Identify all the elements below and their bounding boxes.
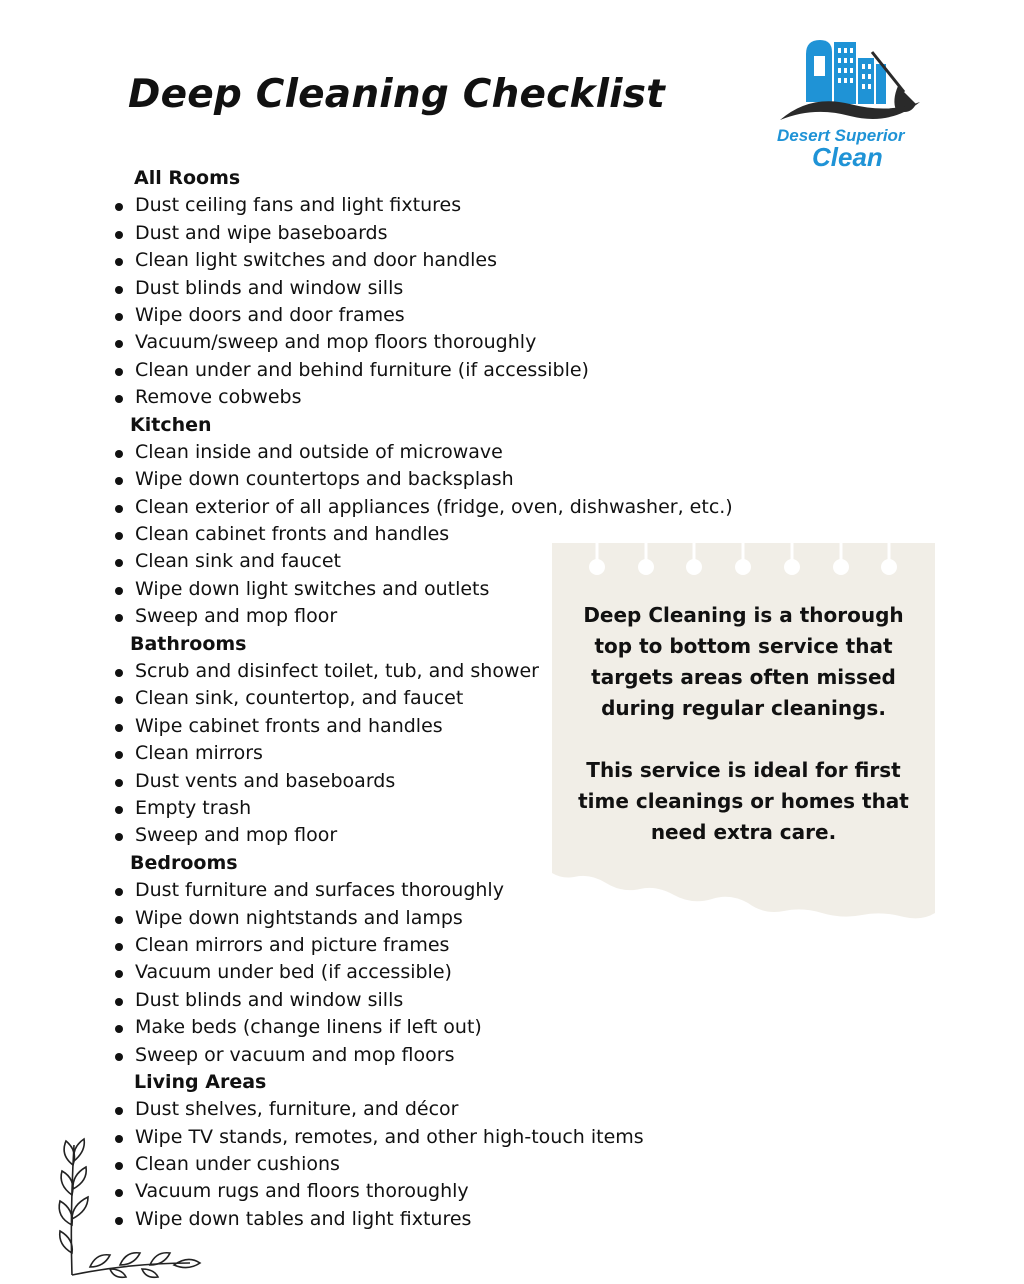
list-item: Wipe down light switches and outlets bbox=[110, 576, 770, 603]
bullet-icon bbox=[115, 751, 123, 759]
list-item: Vacuum rugs and floors thoroughly bbox=[110, 1178, 770, 1205]
bullet-icon bbox=[115, 505, 123, 513]
list-item: Dust vents and baseboards bbox=[110, 768, 770, 795]
note-text bbox=[562, 600, 925, 848]
leaf-branch-icon bbox=[50, 1135, 210, 1284]
note-paragraph-1: Deep Cleaning is a thorough top to bottom service that targets areas often missed during regular cleanings. bbox=[583, 603, 904, 720]
note-paragraph-2: This service is ideal for first time cleanings or homes that need extra care. bbox=[578, 758, 909, 844]
bullet-icon bbox=[115, 1025, 123, 1033]
bullet-icon bbox=[115, 833, 123, 841]
bullet-icon bbox=[115, 1053, 123, 1061]
list-item: Clean inside and outside of microwave bbox=[110, 439, 770, 466]
list-item: Remove cobwebs bbox=[110, 384, 770, 411]
list-item: Clean under cushions bbox=[110, 1151, 770, 1178]
bullet-icon bbox=[115, 888, 123, 896]
list-item: Wipe down countertops and backsplash bbox=[110, 466, 770, 493]
section-heading-living-areas: Living Areas bbox=[134, 1070, 267, 1093]
list-item: Sweep or vacuum and mop floors bbox=[110, 1042, 770, 1069]
bullet-icon bbox=[115, 313, 123, 321]
page-title: Deep Cleaning Checklist bbox=[128, 72, 666, 117]
list-item: Clean under and behind furniture (if accessible) bbox=[110, 357, 770, 384]
list-item: Clean sink and faucet bbox=[110, 548, 770, 575]
list-item: Vacuum/sweep and mop floors thoroughly bbox=[110, 329, 770, 356]
list-item: Clean cabinet fronts and handles bbox=[110, 521, 770, 548]
bullet-icon bbox=[115, 450, 123, 458]
bullet-icon bbox=[115, 340, 123, 348]
list-item: Wipe down nightstands and lamps bbox=[110, 905, 770, 932]
section-heading-bathrooms: Bathrooms bbox=[130, 632, 247, 655]
bullet-icon bbox=[115, 614, 123, 622]
list-item: Clean mirrors bbox=[110, 740, 770, 767]
section-heading-kitchen: Kitchen bbox=[130, 413, 212, 436]
brand-name-line1: Desert Superior bbox=[777, 126, 905, 145]
bullet-icon bbox=[115, 368, 123, 376]
list-item: Clean light switches and door handles bbox=[110, 247, 770, 274]
brand-name-line2: Clean bbox=[812, 142, 883, 172]
bullet-icon bbox=[115, 477, 123, 485]
list-item: Sweep and mop floor bbox=[110, 822, 770, 849]
list-item: Dust shelves, furniture, and décor bbox=[110, 1096, 770, 1123]
list-item: Clean sink, countertop, and faucet bbox=[110, 685, 770, 712]
list-item: Clean mirrors and picture frames bbox=[110, 932, 770, 959]
bullet-icon bbox=[115, 532, 123, 540]
list-item: Wipe down tables and light fixtures bbox=[110, 1206, 770, 1233]
info-note-card bbox=[552, 543, 935, 923]
bullet-icon bbox=[115, 998, 123, 1006]
list-item: Wipe cabinet fronts and handles bbox=[110, 713, 770, 740]
list-item: Vacuum under bed (if accessible) bbox=[110, 959, 770, 986]
list-item: Dust furniture and surfaces thoroughly bbox=[110, 877, 770, 904]
list-item: Empty trash bbox=[110, 795, 770, 822]
bullet-icon bbox=[115, 587, 123, 595]
list-item: Wipe doors and door frames bbox=[110, 302, 770, 329]
bullet-icon bbox=[115, 696, 123, 704]
bullet-icon bbox=[115, 231, 123, 239]
bullet-icon bbox=[115, 724, 123, 732]
list-item: Make beds (change linens if left out) bbox=[110, 1014, 770, 1041]
bullet-icon bbox=[115, 286, 123, 294]
bullet-icon bbox=[115, 970, 123, 978]
bullet-icon bbox=[115, 943, 123, 951]
bullet-icon bbox=[115, 258, 123, 266]
bullet-icon bbox=[115, 806, 123, 814]
company-logo bbox=[770, 34, 930, 174]
bullet-icon bbox=[115, 916, 123, 924]
bullet-icon bbox=[115, 203, 123, 211]
bullet-icon bbox=[115, 559, 123, 567]
section-heading-bedrooms: Bedrooms bbox=[130, 851, 238, 874]
bullet-icon bbox=[115, 395, 123, 403]
list-item: Wipe TV stands, remotes, and other high-touch items bbox=[110, 1124, 770, 1151]
bullet-icon bbox=[115, 1107, 123, 1115]
list-item: Dust ceiling fans and light fixtures bbox=[110, 192, 770, 219]
list-item: Clean exterior of all appliances (fridge, oven, dishwasher, etc.) bbox=[110, 494, 770, 521]
bullet-icon bbox=[115, 669, 123, 677]
list-item: Sweep and mop floor bbox=[110, 603, 770, 630]
section-heading-all-rooms: All Rooms bbox=[134, 167, 241, 189]
bullet-icon bbox=[115, 779, 123, 787]
list-item: Scrub and disinfect toilet, tub, and shower bbox=[110, 658, 770, 685]
list-item: Dust and wipe baseboards bbox=[110, 220, 770, 247]
list-item: Dust blinds and window sills bbox=[110, 275, 770, 302]
list-item: Dust blinds and window sills bbox=[110, 987, 770, 1014]
